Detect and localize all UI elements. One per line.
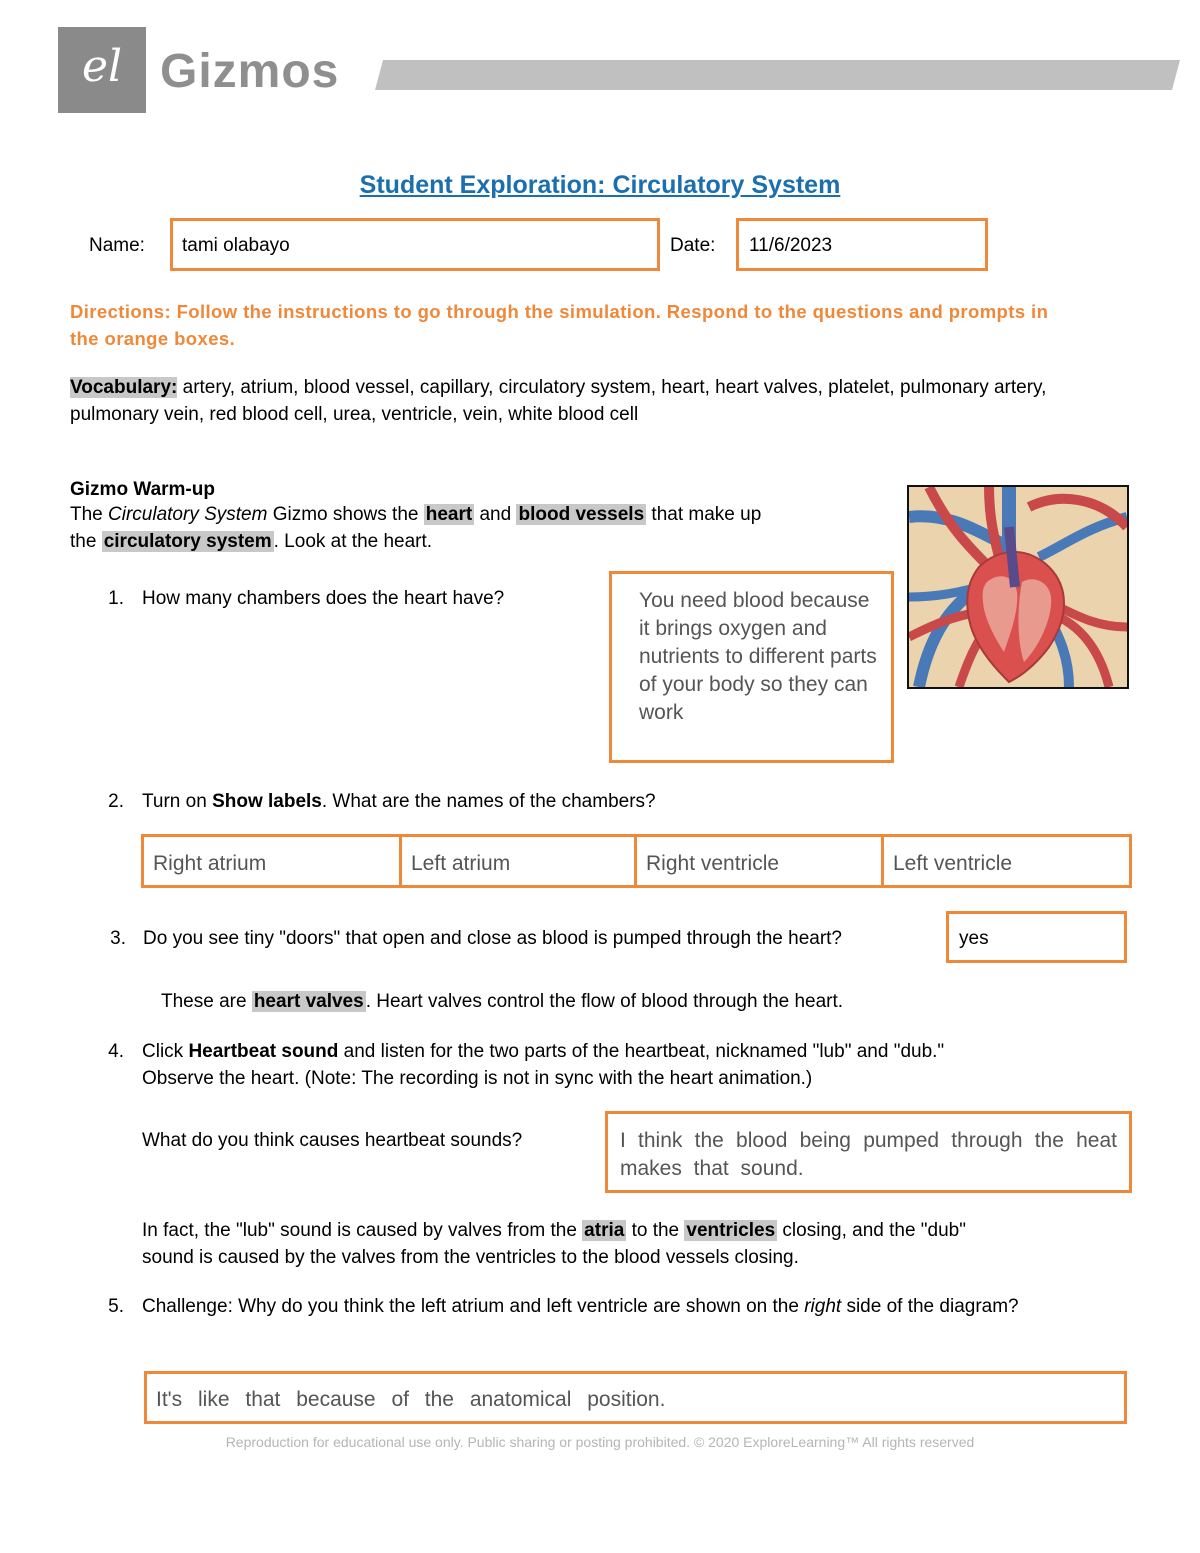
warmup-text: and — [474, 504, 517, 525]
chamber-answer: Left atrium — [411, 852, 511, 875]
warmup-line-1 — [70, 501, 890, 528]
q2-answer-cell-2[interactable] — [399, 834, 638, 888]
heartbeat-sound-term: Heartbeat sound — [188, 1041, 339, 1062]
q2-text-part: . What are the names of the chambers? — [321, 791, 656, 812]
date-value: 11/6/2023 — [749, 235, 833, 256]
q2-answer-cell-4[interactable] — [881, 834, 1132, 888]
q3-note-part: These are — [161, 991, 252, 1012]
heart-image — [909, 487, 1127, 687]
q3-text: Do you see tiny "doors" that open and close as blood is pumped through the heart? — [143, 928, 843, 949]
vocabulary-text: artery, atrium, blood vessel, capillary, circulatory system, heart, heart valves, platelet, pulmonary artery, pulmonary vein, red blood cell, urea, ventricle, vein, white blood cell — [70, 377, 1047, 425]
q3-note — [161, 988, 843, 1015]
q4-fact-line-2: sound is caused by the valves from the ventricles to the blood vessels closing. — [142, 1247, 799, 1268]
q4-number: 4. — [108, 1041, 124, 1062]
q4-prompt: What do you think causes heartbeat sounds? — [142, 1130, 523, 1151]
q5-number: 5. — [108, 1296, 124, 1317]
name-value: tami olabayo — [182, 235, 290, 256]
q1-answer-box[interactable] — [609, 571, 894, 763]
q2-number: 2. — [108, 791, 124, 812]
term-heart: heart — [425, 504, 473, 525]
chamber-answer: Right atrium — [153, 852, 267, 875]
q4-line-1 — [142, 1038, 944, 1065]
name-label: Name: — [89, 235, 145, 256]
q2-text — [142, 788, 656, 815]
q4-fact-part: closing, and the "dub" — [777, 1220, 966, 1241]
q4-text-part: Click — [142, 1041, 189, 1062]
date-field[interactable] — [736, 218, 988, 271]
logo-box — [58, 27, 146, 113]
q4-answer: I think the blood being pumped through the heat makes that sound. — [620, 1129, 1117, 1180]
q1-answer: You need blood because it brings oxygen and nutrients to different parts of your body so they can work — [639, 589, 877, 724]
q5-answer-box[interactable] — [144, 1371, 1127, 1424]
q3-answer: yes — [959, 928, 989, 949]
header-bar — [375, 60, 1180, 92]
q4-fact-line-1 — [142, 1217, 966, 1244]
q2-text-part: Turn on — [142, 791, 213, 812]
directions: Directions: Follow the instructions to go through the simulation. Respond to the questions and prompts in the orange boxes. — [70, 301, 1049, 349]
q5-text — [142, 1293, 1062, 1320]
q2-answer-cell-3[interactable] — [634, 834, 885, 888]
term-atria: atria — [584, 1220, 625, 1241]
term-circulatory-system: circulatory system — [103, 531, 272, 552]
footer-copyright: Reproduction for educational use only. Public sharing or posting prohibited. © 2020 ExploreLearning™ All rights reserved — [225, 1434, 975, 1450]
chamber-answer: Right ventricle — [646, 852, 780, 875]
q1-text: How many chambers does the heart have? — [142, 588, 505, 609]
heart-illustration — [907, 485, 1129, 689]
q5-text-part: Challenge: Why do you think the left atrium and left ventricle are shown on the — [142, 1296, 805, 1317]
warmup-text: that make up — [646, 504, 762, 525]
page-title: Student Exploration: Circulatory System — [359, 171, 841, 199]
chamber-answer: Left ventricle — [893, 852, 1013, 875]
term-heart-valves: heart valves — [253, 991, 364, 1012]
q5-emphasis: right — [804, 1296, 842, 1317]
q5-text-part: side of the diagram? — [841, 1296, 1019, 1317]
warmup-text: Gizmo shows the — [267, 504, 424, 525]
brand-name: Gizmos — [160, 45, 340, 98]
q4-fact-part: to the — [626, 1220, 685, 1241]
q4-answer-box[interactable] — [605, 1111, 1132, 1193]
term-blood-vessels: blood vessels — [518, 504, 645, 525]
q4-fact-part: In fact, the "lub" sound is caused by valves from the — [142, 1220, 583, 1241]
warmup-text: . Look at the heart. — [273, 531, 433, 552]
vocabulary-label: Vocabulary: — [70, 377, 178, 398]
term-ventricles: ventricles — [686, 1220, 776, 1241]
show-labels-term: Show labels — [212, 791, 322, 812]
warmup-text: the — [70, 531, 102, 552]
q4-text-part: and listen for the two parts of the heartbeat, nicknamed "lub" and "dub." — [338, 1041, 945, 1062]
name-field[interactable] — [170, 218, 660, 271]
vocabulary — [70, 374, 1130, 428]
logo-mark: el — [81, 41, 123, 92]
q4-line-2: Observe the heart. (Note: The recording is not in sync with the heart animation.) — [142, 1068, 813, 1089]
date-label: Date: — [670, 235, 716, 256]
warmup-heading: Gizmo Warm-up — [70, 479, 215, 500]
warmup-text: The — [70, 504, 109, 525]
q2-answer-cell-1[interactable] — [141, 834, 403, 888]
q3-answer-box[interactable] — [946, 911, 1127, 963]
q5-answer: It's like that because of the anatomical position. — [156, 1388, 666, 1411]
q3-number: 3. — [110, 928, 126, 949]
gizmo-name: Circulatory System — [108, 504, 268, 525]
q3-note-part: . Heart valves control the flow of blood through the heart. — [365, 991, 844, 1012]
warmup-line-2 — [70, 528, 890, 555]
q1-number: 1. — [108, 588, 124, 609]
